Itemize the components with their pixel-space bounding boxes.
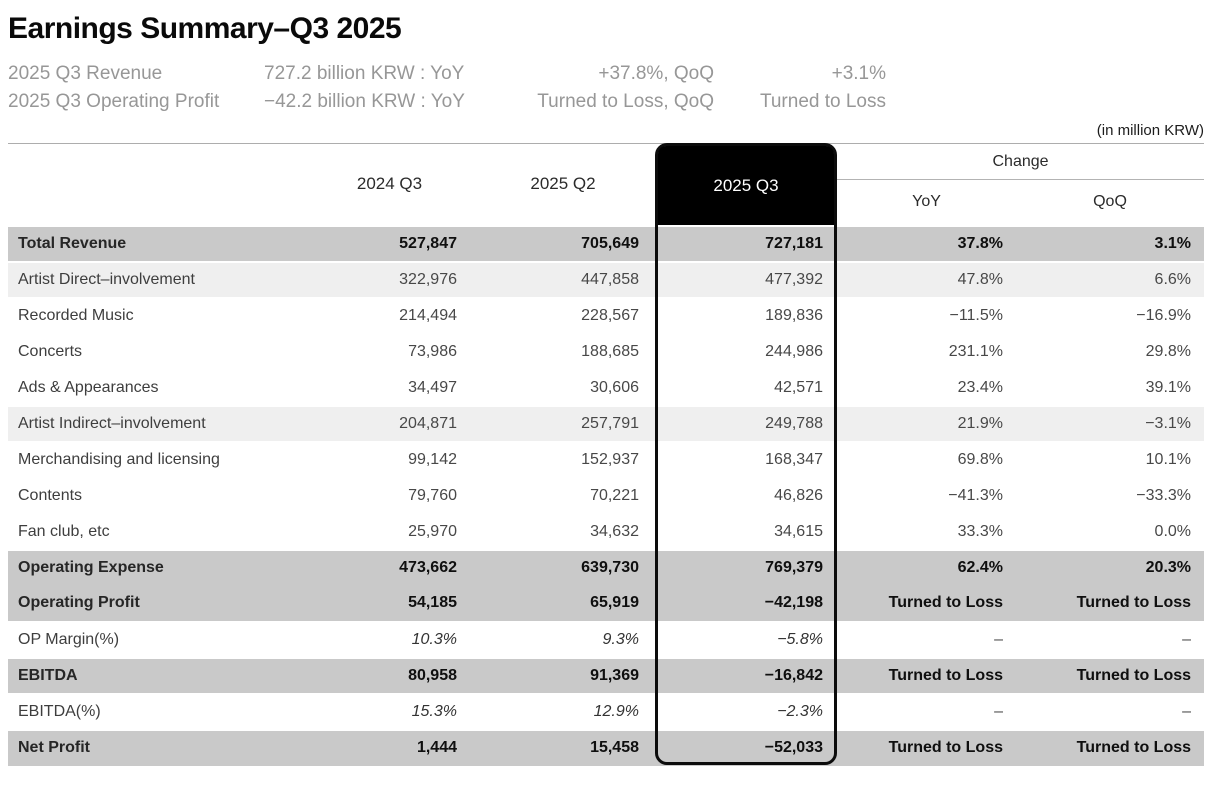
value-yoy: 23.4%	[837, 370, 1016, 406]
table-row	[8, 550, 1204, 586]
row-label: EBITDA(%)	[8, 694, 308, 730]
table-row	[8, 622, 1204, 658]
highlight-yoy: Turned to Loss, QoQ	[537, 91, 714, 112]
header-row-label-spacer	[8, 144, 308, 226]
table-row	[8, 298, 1204, 334]
value-yoy: 47.8%	[837, 262, 1016, 298]
value-2025-q2: 257,791	[471, 406, 655, 442]
value-2025-q2: 15,458	[471, 730, 655, 766]
value-2025-q3: 42,571	[655, 370, 837, 406]
value-2024-q3: 54,185	[308, 586, 471, 622]
header-qoq: QoQ	[1093, 193, 1127, 211]
value-2025-q2: 447,858	[471, 262, 655, 298]
value-2024-q3: 204,871	[308, 406, 471, 442]
page-title: Earnings Summary–Q3 2025	[8, 12, 402, 45]
value-qoq: –	[1016, 694, 1204, 730]
value-2025-q3: 727,181	[655, 226, 837, 262]
table-row	[8, 442, 1204, 478]
header-2024-q3: 2024 Q3	[308, 144, 471, 226]
unit-note: (in million KRW)	[1096, 122, 1204, 139]
row-label: OP Margin(%)	[8, 622, 308, 658]
row-label: Artist Indirect–involvement	[8, 406, 308, 442]
value-2024-q3: 73,986	[308, 334, 471, 370]
table-row	[8, 262, 1204, 298]
value-qoq: Turned to Loss	[1016, 730, 1204, 766]
value-2025-q3: −42,198	[655, 586, 837, 622]
value-qoq: 29.8%	[1016, 334, 1204, 370]
highlight-yoy: +37.8%, QoQ	[598, 63, 714, 84]
value-2025-q3: 244,986	[655, 334, 837, 370]
value-qoq: −3.1%	[1016, 406, 1204, 442]
highlight-label: 2025 Q3 Operating Profit	[8, 91, 220, 112]
header-2025-q2: 2025 Q2	[471, 144, 655, 226]
value-2024-q3: 34,497	[308, 370, 471, 406]
value-2024-q3: 322,976	[308, 262, 471, 298]
row-label: Artist Direct–involvement	[8, 262, 308, 298]
value-yoy: −11.5%	[837, 298, 1016, 334]
value-2025-q2: 639,730	[471, 550, 655, 586]
value-2025-q2: 188,685	[471, 334, 655, 370]
value-2025-q2: 70,221	[471, 478, 655, 514]
earnings-table	[8, 143, 1204, 766]
row-label: Net Profit	[8, 730, 308, 766]
header-change: Change	[837, 144, 1204, 180]
value-2025-q2: 228,567	[471, 298, 655, 334]
highlight-value: −42.2 billion KRW : YoY	[264, 91, 465, 112]
value-2025-q2: 152,937	[471, 442, 655, 478]
value-qoq: 10.1%	[1016, 442, 1204, 478]
value-yoy: Turned to Loss	[837, 730, 1016, 766]
highlight-label: 2025 Q3 Revenue	[8, 63, 163, 84]
value-qoq: Turned to Loss	[1016, 586, 1204, 622]
highlight-value: 727.2 billion KRW : YoY	[264, 63, 465, 84]
value-qoq: −33.3%	[1016, 478, 1204, 514]
value-qoq: 39.1%	[1016, 370, 1204, 406]
table-row	[8, 334, 1204, 370]
value-2024-q3: 25,970	[308, 514, 471, 550]
table-row	[8, 478, 1204, 514]
value-2025-q2: 12.9%	[471, 694, 655, 730]
row-label: Ads & Appearances	[8, 370, 308, 406]
table-row	[8, 658, 1204, 694]
value-2024-q3: 527,847	[308, 226, 471, 262]
value-yoy: –	[837, 694, 1016, 730]
value-2024-q3: 1,444	[308, 730, 471, 766]
value-qoq: 3.1%	[1016, 226, 1204, 262]
value-2025-q3: 477,392	[655, 262, 837, 298]
value-2024-q3: 80,958	[308, 658, 471, 694]
value-2025-q3: 46,826	[655, 478, 837, 514]
value-2025-q2: 705,649	[471, 226, 655, 262]
row-label: Operating Expense	[8, 550, 308, 586]
header-yoy: YoY	[912, 193, 941, 211]
header-2025-q3: 2025 Q3	[658, 146, 834, 225]
row-label: Recorded Music	[8, 298, 308, 334]
value-qoq: 6.6%	[1016, 262, 1204, 298]
value-yoy: 231.1%	[837, 334, 1016, 370]
highlight-operating-profit-line	[8, 88, 1204, 116]
value-2024-q3: 10.3%	[308, 622, 471, 658]
row-label: EBITDA	[8, 658, 308, 694]
value-yoy: 62.4%	[837, 550, 1016, 586]
table-row	[8, 226, 1204, 262]
table-row	[8, 370, 1204, 406]
table-row	[8, 586, 1204, 622]
value-yoy: −41.3%	[837, 478, 1016, 514]
highlight-revenue-line	[8, 60, 1204, 88]
value-qoq: Turned to Loss	[1016, 658, 1204, 694]
value-2025-q3: 249,788	[655, 406, 837, 442]
table-header	[8, 144, 1204, 226]
value-2025-q3: 168,347	[655, 442, 837, 478]
value-yoy: Turned to Loss	[837, 586, 1016, 622]
table-row	[8, 694, 1204, 730]
table-row	[8, 514, 1204, 550]
value-2025-q3: 189,836	[655, 298, 837, 334]
value-2024-q3: 15.3%	[308, 694, 471, 730]
value-2025-q2: 91,369	[471, 658, 655, 694]
value-yoy: 33.3%	[837, 514, 1016, 550]
value-2025-q3: 769,379	[655, 550, 837, 586]
highlights-block	[8, 60, 1204, 116]
row-label: Contents	[8, 478, 308, 514]
highlight-qoq: +3.1%	[831, 63, 886, 84]
row-label: Operating Profit	[8, 586, 308, 622]
value-2025-q3: −5.8%	[655, 622, 837, 658]
value-2025-q2: 9.3%	[471, 622, 655, 658]
row-label: Total Revenue	[8, 226, 308, 262]
value-yoy: 69.8%	[837, 442, 1016, 478]
value-2024-q3: 214,494	[308, 298, 471, 334]
row-label: Concerts	[8, 334, 308, 370]
table-row	[8, 406, 1204, 442]
value-yoy: 37.8%	[837, 226, 1016, 262]
value-2024-q3: 79,760	[308, 478, 471, 514]
value-2025-q3: −52,033	[655, 730, 837, 766]
highlight-qoq: Turned to Loss	[759, 91, 886, 112]
value-yoy: –	[837, 622, 1016, 658]
header-2025-q3-slot	[655, 144, 837, 226]
value-yoy: Turned to Loss	[837, 658, 1016, 694]
value-2025-q2: 65,919	[471, 586, 655, 622]
value-yoy: 21.9%	[837, 406, 1016, 442]
value-2025-q2: 34,632	[471, 514, 655, 550]
value-2025-q3: 34,615	[655, 514, 837, 550]
earnings-table-wrap	[8, 143, 1204, 766]
row-label: Fan club, etc	[8, 514, 308, 550]
row-label: Merchandising and licensing	[8, 442, 308, 478]
value-qoq: 20.3%	[1016, 550, 1204, 586]
value-qoq: 0.0%	[1016, 514, 1204, 550]
value-2025-q2: 30,606	[471, 370, 655, 406]
value-qoq: −16.9%	[1016, 298, 1204, 334]
value-2025-q3: −16,842	[655, 658, 837, 694]
value-qoq: –	[1016, 622, 1204, 658]
value-2024-q3: 473,662	[308, 550, 471, 586]
value-2024-q3: 99,142	[308, 442, 471, 478]
table-body	[8, 226, 1204, 766]
value-2025-q3: −2.3%	[655, 694, 837, 730]
table-row	[8, 730, 1204, 766]
